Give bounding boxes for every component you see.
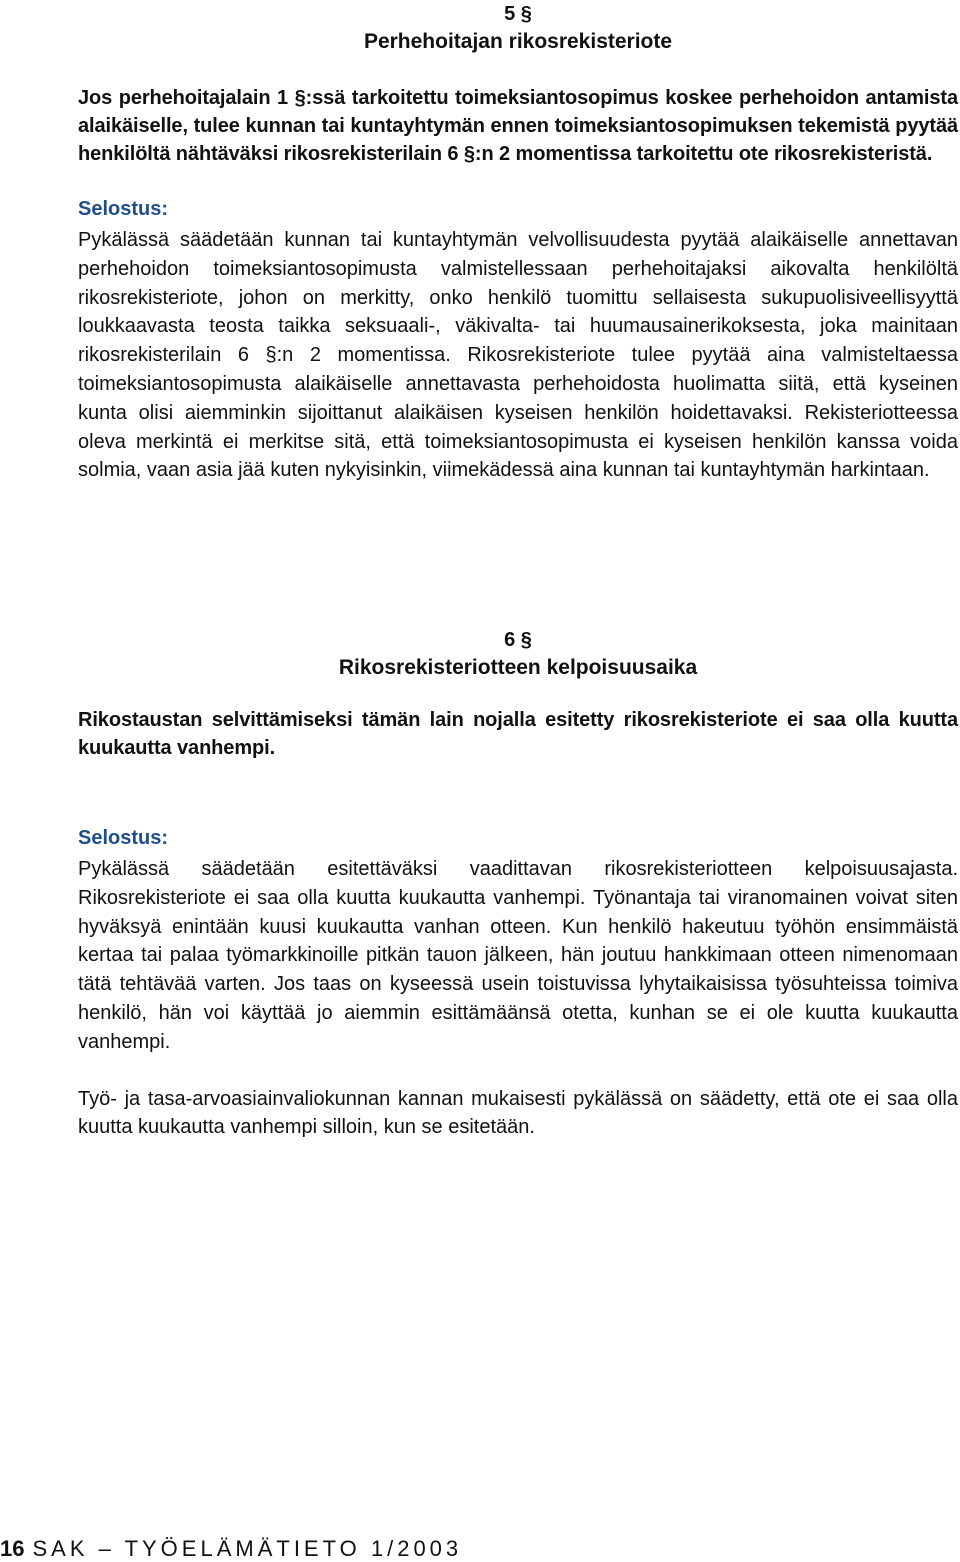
- explanation-text: Pykälässä säädetään esitettäväksi vaadittavan rikosrekisteriotteen kelpoisuusajasta. Rikosrekisteriote ei saa olla kuutta kuukautta vanhempi. Työnantaja tai viranomainen voivat siten hyväksyä enintään kuusi kuukautta vanhan otteen. Kun henkilö hakeutuu työhön ensimmäistä kertaa tai palaa työmarkkinoille pitkän tauon jälkeen, hän joutuu hankkimaan otteen nimenomaan tätä tehtävää varten. Jos taas on kyseessä usein toistuvissa lyhytaikaisissa työsuhteissa toimiva henkilö, hän voi käyttää jo aiemmin esittämäänsä otetta, kunhan se ei ole kuutta kuukautta vanhempi.: [78, 858, 958, 1053]
- publication-title: SAK – TYÖELÄMÄTIETO 1/2003: [32, 1536, 463, 1561]
- section-title: Perhehoitajan rikosrekisteriote: [363, 30, 673, 53]
- law-text: Rikostaustan selvittämiseksi tämän lain nojalla esitetty rikosrekisteriote ei saa olla kuutta kuukautta vanhempi.: [78, 709, 958, 759]
- explanation-label: Selostus:: [78, 198, 169, 220]
- page-footer: [0, 1536, 462, 1562]
- law-text: Jos perhehoitajalain 1 §:ssä tarkoitettu toimeksiantosopimus koskee perhehoidon antamista alaikäiselle, tulee kunnan tai kuntayhtymän ennen toimeksiantosopimuksen tekemistä pyytää henkilöltä nähtäväksi rikosrekisterilain 6 §:n 2 momentissa tarkoitettu ote rikosrekisteristä.: [78, 87, 958, 165]
- page-number: 16: [0, 1536, 25, 1561]
- section-5: [78, 0, 958, 485]
- explanation-label: Selostus:: [78, 827, 169, 849]
- explanation-text: Pykälässä säädetään kunnan tai kuntayhtymän velvollisuudesta pyytää alaikäiselle annettavan perhehoidon toimeksiantosopimusta valmistellessaan perhehoitajaksi aikovalta henkilöltä rikosrekisteriote, johon on merkitty, onko henkilö tuomittu sellaisesta sukupuolisiveellisyyttä loukkaavasta teosta taikka seksuaali-, väkivalta- tai huumausainerikoksesta, joka mainitaan rikosrekisterilain 6 §:n 2 momentissa. Rikosrekisteriote tulee pyytää aina valmisteltaessa toimeksiantosopimusta alaikäiselle annettavasta perhehoidosta huolimatta siitä, että kyseinen kunta olisi aiemminkin sijoittanut alaikäisen kyseisen henkilön hoidettavaksi. Rekisteriotteessa oleva merkintä ei merkitse sitä, että toimeksiantosopimusta ei kyseisen henkilön kanssa voida solmia, vaan asia jää kuten nykyisinkin, viimekädessä aina kunnan tai kuntayhtymän harkintaan.: [78, 229, 958, 482]
- committee-note: Työ- ja tasa-arvoasiainvaliokunnan kannan mukaisesti pykälässä on säädetty, että ote ei saa olla kuutta kuukautta vanhempi silloin, kun se esitetään.: [78, 1087, 958, 1139]
- section-number: 6 §: [504, 629, 532, 651]
- section-title: Rikosrekisteriotteen kelpoisuusaika: [338, 656, 698, 679]
- section-6: [78, 626, 958, 1142]
- section-number: 5 §: [504, 3, 532, 25]
